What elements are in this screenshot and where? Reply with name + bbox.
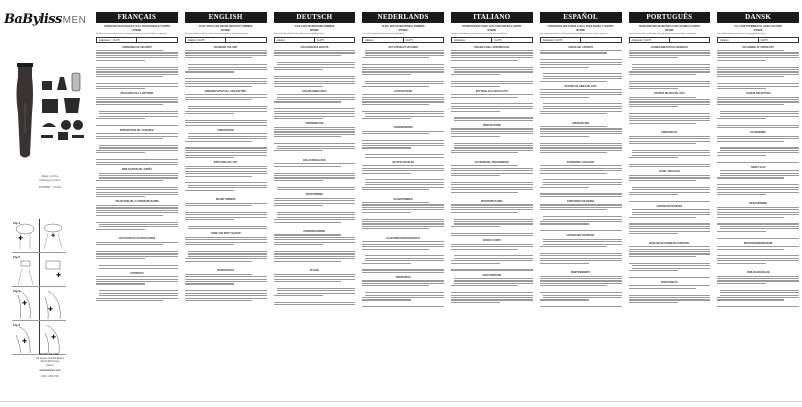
section-body [629, 50, 711, 89]
section-title: CORTADORA DE BARBA [566, 200, 595, 203]
svg-text:✚: ✚ [18, 236, 24, 242]
section-body [185, 203, 267, 230]
section-title: UTILISATION DU RASOIR CORPS [118, 238, 156, 241]
section-body [451, 278, 533, 307]
section-title: WORKING WITH THE Li-ION BATTERY [204, 90, 247, 93]
section-title: BEARD TRIMMER [215, 199, 236, 202]
adapter-table: Adapter CL075 [362, 37, 444, 43]
section-body [540, 165, 622, 197]
section-title: VOORBEREIDING [393, 127, 413, 130]
figure-3: Fig.3 ✚ ✚ [12, 287, 66, 321]
section-body [185, 274, 267, 306]
company-name: BABYLISS SARL [40, 353, 60, 356]
section-title: CHARGING THE UNIT [213, 46, 238, 49]
section-title: BARTTRIMMER [305, 194, 323, 197]
section-body [629, 246, 711, 278]
intro-text: Bitte lesen Sie die Sicherheitshinweise sorgfältig durch. [273, 32, 325, 35]
website-link[interactable]: www.babyliss.com [39, 369, 61, 373]
section-body [274, 94, 356, 119]
section-title: MISE EN MARCHE / ARRÊT [121, 169, 152, 172]
section-title: ENTRETIEN [130, 272, 144, 275]
section-title: UTILISATION DE LA TONDEUSE BARBE [114, 201, 159, 204]
column-nederlands [358, 0, 447, 400]
section-body [96, 173, 178, 198]
section-body [274, 163, 356, 190]
intro-text: Lees de veiligheidsinstructies zorgvuldig door. [362, 32, 405, 35]
section-title: BATERIA DE IÕES DE LÍTIO [654, 93, 685, 96]
language-heading: FRANÇAIS [96, 12, 178, 23]
section-body [540, 239, 622, 268]
figure-2: Fig.2 ✚ [12, 253, 66, 287]
section-body [451, 165, 533, 197]
model-label: MT996E [753, 29, 763, 32]
adapter-table: Adaptador: CL075 [540, 37, 622, 43]
column-francais [92, 0, 181, 400]
section-title: SWITCHING ON / OFF [213, 162, 238, 165]
model-number: MT996E - T14dx [38, 184, 62, 189]
section-title: MÁQUINA DE BARBEAR CORPORAL [649, 242, 690, 245]
section-body [717, 170, 799, 199]
intro-text: Lea atentamente las instrucciones de seguridad antes de usar el aparato. [539, 32, 608, 35]
intro-text: Læs sikkerhedsinstruktionerne omhyggeligt før brug. [717, 32, 766, 35]
section-body [185, 133, 267, 158]
section-body [96, 276, 178, 305]
model-label: MT996E [221, 29, 230, 32]
svg-text:✚: ✚ [22, 339, 28, 345]
model-label: MT996E [132, 29, 142, 32]
section-title: PREPARAÇÃO [661, 132, 678, 135]
section-body [96, 50, 178, 89]
svg-text:✚: ✚ [51, 233, 56, 239]
section-title: EIN-/AUSSCHALTEN [303, 159, 326, 162]
section-title: KLARGØRING [750, 132, 766, 135]
product-subtitle: 10-IN-1 MULTIFUNKTIONS-TRIMMER [294, 26, 335, 28]
language-heading: ESPAÑOL [540, 12, 622, 23]
section-body [362, 241, 444, 273]
section-body [451, 50, 533, 87]
intro-text: Leggere attentamente le istruzioni di sicurezza prima dell'uso. [451, 32, 508, 35]
section-body [540, 204, 622, 231]
section-title: CARGA DEL APARATO [568, 46, 594, 49]
section-title: APARADOR DE BARBA [656, 205, 683, 208]
figure-1: Fig.1 ✚ ✚ [12, 219, 66, 253]
column-portugues [625, 0, 714, 400]
section-title: RICARICA DELL'APPARECCHIO [474, 46, 510, 49]
section-body [96, 97, 178, 126]
section-title: MANUTENÇÃO [661, 281, 678, 284]
section-body [362, 280, 444, 307]
adapter-table: Adapter CL075 [717, 37, 799, 43]
section-body [629, 175, 711, 202]
page-bottom-rule [0, 401, 802, 402]
section-title: ACCENSIONE / SPEGNIMENTO [474, 161, 509, 164]
body-trim-icon [40, 287, 67, 321]
section-title: SKÆGTRIMMER [749, 203, 768, 206]
language-columns [92, 0, 802, 400]
section-title: MANUTENZIONE [482, 274, 502, 277]
language-heading: DANSK [717, 12, 799, 23]
section-title: KROPSBARBERMASKINE [743, 242, 773, 245]
section-title: OPLADNING AF APPARATET [742, 46, 774, 49]
section-title: PRÉPARATION DE L'APPAREIL [119, 129, 154, 132]
section-body [362, 165, 444, 194]
section-title: AUFLADEN DES GERÄTS [300, 46, 329, 49]
section-title: CARREGAMENTO DO APARELHO [650, 46, 688, 49]
section-title: LIGAR / DESLIGAR [658, 171, 680, 174]
section-body [185, 94, 267, 126]
adapter-table: Adaptador: CL075 [629, 37, 711, 43]
column-english [181, 0, 270, 400]
column-italiano [447, 0, 536, 400]
section-title: LITHIUM-ION-BATTERI [745, 93, 771, 96]
product-subtitle: 10-I-1 MULTITRIMMER TIL SKÆG OG KROP [734, 26, 782, 28]
face-trim-icon [40, 219, 67, 253]
section-title: LI-ION BATTERIJ [393, 90, 413, 93]
body-shave-icon [40, 321, 67, 355]
section-body [717, 136, 799, 163]
column-deutsch [270, 0, 359, 400]
language-heading: ENGLISH [185, 12, 267, 23]
brand-sub: MEN [62, 15, 87, 26]
section-body [629, 285, 711, 307]
section-title: ENCENDIDO / APAGADO [567, 161, 595, 164]
product-illustration [12, 63, 88, 163]
section-body [362, 50, 444, 87]
section-body [451, 244, 533, 271]
section-title: VORBEREITUNG [305, 123, 324, 126]
product-subtitle: APARADOR MULTIFUNÇÕES 10 EM 1 BARBA E CORPO [638, 26, 700, 28]
language-heading: NEDERLANDS [362, 12, 444, 23]
section-body [274, 234, 356, 266]
left-panel [0, 0, 92, 400]
section-title: MANTENIMIENTO [570, 272, 591, 275]
column-dansk [713, 0, 802, 400]
section-body [717, 207, 799, 239]
language-heading: DEUTSCH [274, 12, 356, 23]
language-heading: ITALIANO [451, 12, 533, 23]
brand-logo [4, 12, 86, 27]
section-body [540, 50, 622, 82]
section-title: AFEITADORA CORPORAL [566, 235, 595, 238]
section-body [96, 133, 178, 165]
section-title: TÆND / SLUK [750, 166, 766, 169]
product-subtitle: TONDEUSE MULTIUSAGE 10 EN 1 POUR BARBE ET CORPS [103, 26, 170, 28]
intro-text: Leia atentamente as instruções de segurança antes de utilizar o aparelho. [628, 32, 697, 35]
model-label: MT996E [665, 29, 674, 32]
section-body [96, 242, 178, 269]
section-body [185, 166, 267, 195]
made-in-text: Made in China Fabriqué en Chine MT996E - T14dx [0, 175, 100, 189]
section-body [717, 246, 799, 268]
model-label: MT996E [310, 29, 319, 32]
section-title: BAARDTRIMMER [393, 198, 413, 201]
section-title: VEDLIGEHOLDELSE [746, 272, 770, 275]
section-title: PFLEGE [309, 270, 319, 273]
section-body [540, 126, 622, 158]
section-body [717, 97, 799, 129]
section-body [629, 136, 711, 168]
section-body [451, 204, 533, 236]
section-body [185, 237, 267, 266]
section-title: LICHAAMSSCHEERAPPARAAT [386, 237, 421, 240]
adapter-table: Adaptateur : CL075 [96, 37, 178, 43]
product-subtitle: 10-IN-1 MULTIFUNCTIONELE TRIMMER [381, 26, 425, 28]
model-label: MT996E [487, 29, 497, 32]
section-body [274, 50, 356, 87]
intro-text: Veuillez lire attentivement les consignes de sécurité avant d'utiliser l'appareil. [96, 32, 167, 35]
column-espanol [536, 0, 625, 400]
section-body [629, 97, 711, 129]
section-title: PREPARAZIONE [482, 124, 501, 127]
section-title: CONSIGNES DE SÉCURITÉ [121, 46, 152, 49]
attachment-icon [40, 253, 67, 287]
section-title: HET APPARAAT OPLADEN [388, 46, 418, 49]
adapter-table: Adapter CL075 [274, 37, 356, 43]
model-label: MT996E [576, 29, 585, 32]
section-body [185, 50, 267, 87]
svg-text:✚: ✚ [48, 307, 54, 313]
product-subtitle: RIFINITORE MULTIUSO 10 IN 1 PER BARBA E CORPO [462, 26, 522, 28]
section-title: LITHIUM-IONEN-AKKU [301, 90, 327, 93]
section-body [451, 94, 533, 121]
section-title: BATERÍA DE IONES DE LITIO [564, 85, 597, 88]
section-body [274, 127, 356, 156]
brand-name: BaByliss [4, 12, 62, 27]
section-body [451, 128, 533, 157]
product-subtitle: 10-IN-1 MULTI-USE BEARD AND BODY TRIMMER [198, 26, 253, 28]
section-title: BATTERIA AGLI IONI DI LITIO [475, 90, 508, 93]
section-title: MAINTENANCE [217, 270, 235, 273]
section-title: RASOIO CORPO [482, 240, 501, 243]
adapter-table: Adaptor: CL075 [185, 37, 267, 43]
product-subtitle: CORTADORA MULTIUSOS 10 EN 1 PARA BARBA Y CUERPO [547, 26, 614, 28]
section-body [274, 198, 356, 227]
section-body [540, 276, 622, 308]
section-title: KÖRPERRASIERER [303, 230, 326, 233]
section-title: IN-/UITSCHAKELEN [392, 161, 414, 164]
section-body [717, 276, 799, 308]
language-heading: PORTUGUÊS [629, 12, 711, 23]
svg-text:✚: ✚ [51, 335, 57, 341]
section-title: USING THE BODY SHAVER [210, 233, 241, 236]
usage-figures [12, 219, 66, 359]
section-body [362, 94, 444, 123]
section-body [717, 50, 799, 89]
section-body [96, 205, 178, 234]
section-title: RECHARGE DE LA BATTERIE [120, 93, 154, 96]
section-title: RIFINITORE BARBA [480, 200, 503, 203]
section-body [362, 202, 444, 234]
svg-text:✚: ✚ [22, 301, 28, 307]
svg-text:✚: ✚ [56, 273, 62, 279]
section-body [629, 209, 711, 238]
intro-text: Please carefully read the safety instructions before using this product. [184, 32, 249, 35]
section-title: ONDERHOUD [395, 276, 411, 279]
section-body [540, 89, 622, 118]
section-body [274, 274, 356, 306]
model-label: MT996E [398, 29, 408, 32]
figure-4: Fig.4 ✚ ✚ [12, 321, 66, 355]
document-code: FRC / 2020 V48 [41, 374, 59, 378]
section-title: PREPARATION [217, 129, 234, 132]
company-info: BABYLISS SARL 99 avenue Aristide Briand 92120 Montrouge France www.babyliss.com FRC / 2020 V48 [0, 353, 100, 379]
section-body [362, 131, 444, 158]
section-title: PREPARACIÓN [572, 122, 590, 125]
adapter-table: Adattatore CL075 [451, 37, 533, 43]
